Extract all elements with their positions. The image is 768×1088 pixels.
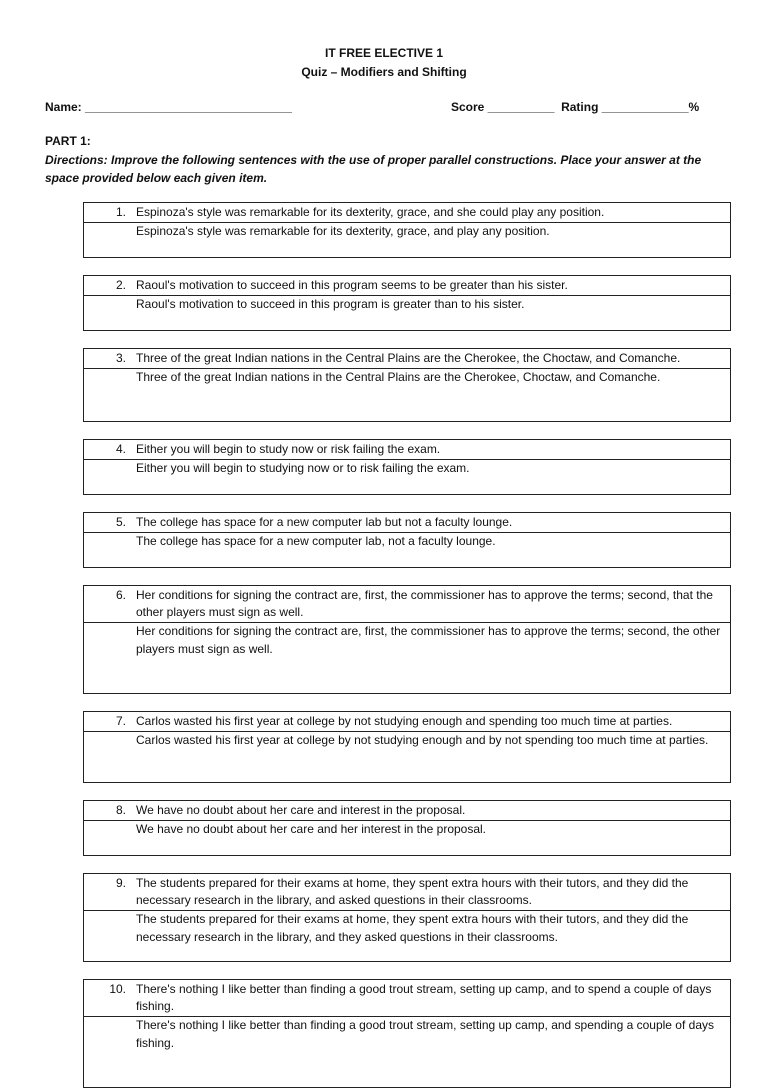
question-text: The students prepared for their exams at home, they spent extra hours with their tutors, and they did the necessary research in the library, and asked questions in their classrooms. xyxy=(136,876,689,907)
quiz-title: Quiz – Modifiers and Shifting xyxy=(301,65,467,79)
answer-row xyxy=(84,1017,731,1088)
item-number: 5. xyxy=(115,515,126,529)
quiz-table xyxy=(83,202,731,1088)
item-number: 3. xyxy=(115,351,126,365)
question-row xyxy=(84,801,731,821)
item-number: 1. xyxy=(115,205,126,219)
part-label: PART 1: xyxy=(45,134,91,148)
answer-text: The students prepared for their exams at home, they spent extra hours with their tutors, and they did the necessary research in the library, and they asked questions in their classrooms. xyxy=(136,912,689,944)
question-row xyxy=(84,586,731,623)
item-number: 4. xyxy=(115,442,126,456)
question-row xyxy=(84,513,731,533)
answer-row xyxy=(84,369,731,422)
answer-text: Either you will begin to studying now or to risk failing the exam. xyxy=(136,461,470,475)
row-gap xyxy=(84,962,731,980)
row-gap xyxy=(84,856,731,874)
question-text: The college has space for a new computer lab but not a faculty lounge. xyxy=(136,515,513,529)
answer-row xyxy=(84,821,731,856)
row-gap xyxy=(84,783,731,801)
question-row xyxy=(84,203,731,223)
answer-row xyxy=(84,460,731,495)
answer-row xyxy=(84,911,731,962)
answer-text: There's nothing I like better than finding a good trout stream, setting up camp, and spending a couple of days fishing. xyxy=(136,1018,714,1050)
question-row xyxy=(84,874,731,911)
answer-text: Her conditions for signing the contract are, first, the commissioner has to approve the terms; second, the other players must sign as well. xyxy=(136,624,721,656)
answer-row xyxy=(84,533,731,568)
question-text: Her conditions for signing the contract are, first, the commissioner has to approve the terms; second, that the other players must sign as well. xyxy=(136,588,713,619)
answer-row xyxy=(84,223,731,258)
question-text: Carlos wasted his first year at college by not studying enough and spending too much time at parties. xyxy=(136,714,673,728)
row-gap xyxy=(84,495,731,513)
answer-row xyxy=(84,732,731,783)
question-row xyxy=(84,349,731,369)
row-gap xyxy=(84,568,731,586)
answer-text: The college has space for a new computer lab, not a faculty lounge. xyxy=(136,534,496,548)
question-text: Raoul's motivation to succeed in this program seems to be greater than his sister. xyxy=(136,278,568,292)
question-text: We have no doubt about her care and interest in the proposal. xyxy=(136,803,466,817)
score-rating-field: Score __________ Rating _____________% xyxy=(451,100,700,114)
question-row xyxy=(84,712,731,732)
question-text: There's nothing I like better than finding a good trout stream, setting up camp, and to spend a couple of days fishing. xyxy=(136,982,712,1013)
question-text: Three of the great Indian nations in the Central Plains are the Cherokee, the Choctaw, and Comanche. xyxy=(136,351,681,365)
item-number: 6. xyxy=(115,588,126,602)
item-number: 10. xyxy=(109,982,126,996)
directions: Directions: Improve the following sentences with the use of proper parallel constructions. Place your answer at the space provided below each given item. xyxy=(45,153,702,185)
question-row xyxy=(84,440,731,460)
answer-text: Espinoza's style was remarkable for its dexterity, grace, and play any position. xyxy=(136,224,550,238)
answer-text: Three of the great Indian nations in the Central Plains are the Cherokee, Choctaw, and Comanche. xyxy=(136,370,661,384)
name-field: Name: _______________________________ xyxy=(45,100,292,114)
answer-row xyxy=(84,623,731,694)
question-text: Either you will begin to study now or risk failing the exam. xyxy=(136,442,441,456)
row-gap xyxy=(84,331,731,349)
course-title: IT FREE ELECTIVE 1 xyxy=(324,46,444,60)
question-text: Espinoza's style was remarkable for its dexterity, grace, and she could play any position. xyxy=(136,205,605,219)
row-gap xyxy=(84,422,731,440)
item-number: 8. xyxy=(115,803,126,817)
row-gap xyxy=(84,694,731,712)
item-number: 2. xyxy=(115,278,126,292)
question-row xyxy=(84,980,731,1017)
item-number: 7. xyxy=(115,714,126,728)
answer-text: Carlos wasted his first year at college by not studying enough and by not spending too much time at parties. xyxy=(136,733,709,747)
answer-text: Raoul's motivation to succeed in this program is greater than to his sister. xyxy=(136,297,525,311)
answer-text: We have no doubt about her care and her interest in the proposal. xyxy=(136,822,487,836)
item-number: 9. xyxy=(115,876,126,890)
question-row xyxy=(84,276,731,296)
answer-row xyxy=(84,296,731,331)
row-gap xyxy=(84,258,731,276)
